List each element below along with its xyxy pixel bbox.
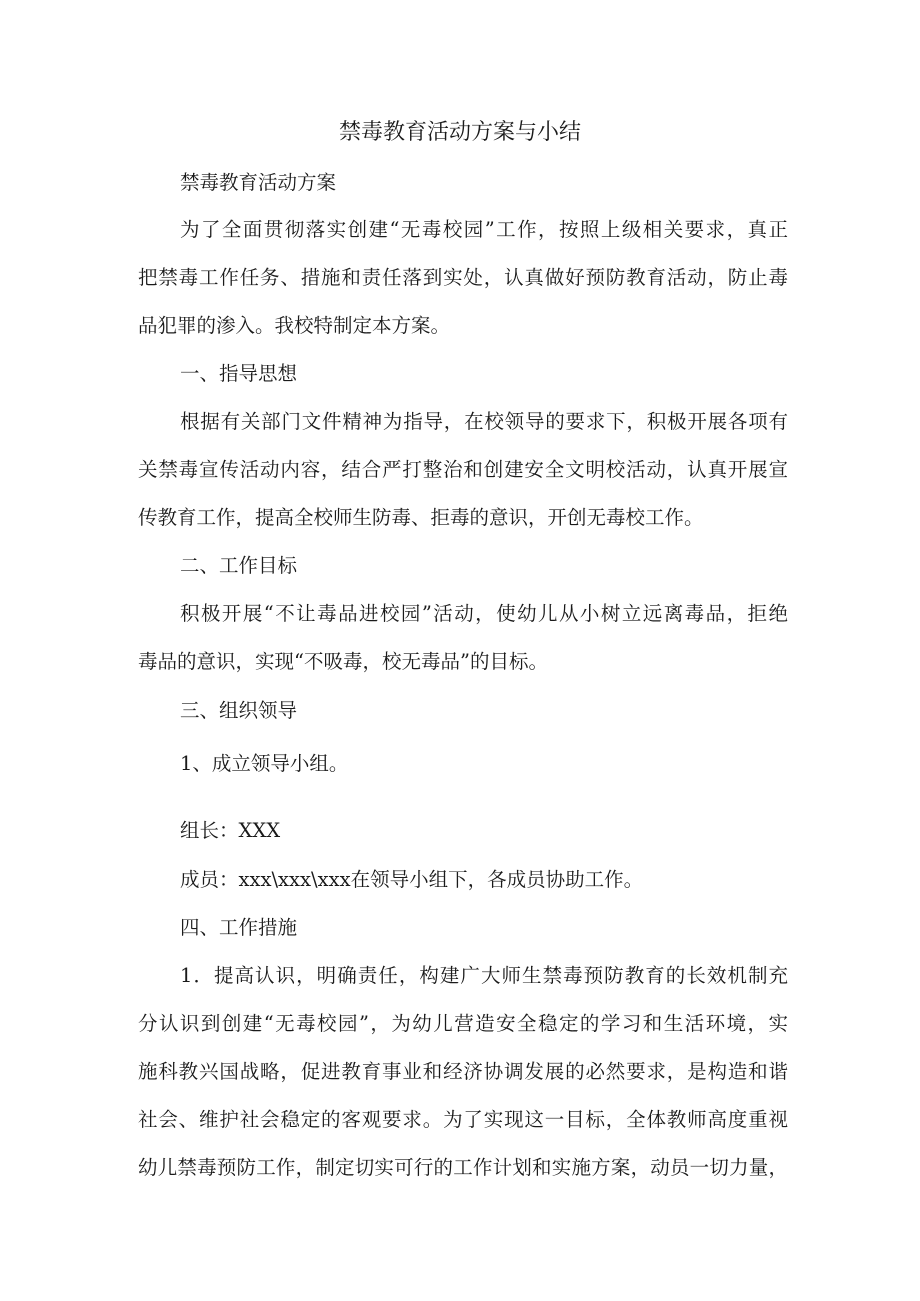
team-members-line: 成员：xxx\xxx\xxx在领导小组下，各成员协助工作。 — [180, 868, 644, 891]
paragraph-line: 社会、维护社会稳定的客观要求。为了实现这一目标，全体教师高度重视 — [138, 1108, 788, 1131]
section-heading: 一、指导思想 — [180, 362, 298, 385]
paragraph-line: 幼儿禁毒预防工作，制定切实可行的工作计划和实施方案，动员一切力量， — [138, 1156, 788, 1179]
paragraph-line: 1、成立领导小组。 — [180, 752, 349, 775]
team-leader-line: 组长：XXX — [180, 819, 281, 842]
section-heading: 禁毒教育活动方案 — [180, 171, 337, 194]
section-heading: 四、工作措施 — [180, 916, 298, 939]
document-title: 禁毒教育活动方案与小结 — [338, 120, 581, 145]
paragraph-line: 施科教兴国战略，促进教育事业和经济协调发展的必然要求，是构造和谐 — [138, 1060, 788, 1083]
paragraph-line: 品犯罪的渗入。我校特制定本方案。 — [138, 314, 451, 337]
paragraph-line: 传教育工作，提高全校师生防毒、拒毒的意识，开创无毒校工作。 — [138, 506, 704, 529]
paragraph-line: 为了全面贯彻落实创建“无毒校园”工作，按照上级相关要求，真正 — [180, 218, 788, 241]
paragraph-line: 分认识到创建“无毒校园”，为幼儿营造安全稳定的学习和生活环境，实 — [138, 1012, 788, 1035]
section-heading: 二、工作目标 — [180, 554, 298, 577]
section-heading: 三、组织领导 — [180, 699, 298, 722]
paragraph-line: 1．提高认识，明确责任，构建广大师生禁毒预防教育的长效机制充 — [180, 964, 788, 987]
paragraph-line: 关禁毒宣传活动内容，结合严打整治和创建安全文明校活动，认真开展宣 — [138, 458, 788, 481]
paragraph-line: 积极开展“不让毒品进校园”活动，使幼儿从小树立远离毒品，拒绝 — [180, 602, 788, 625]
paragraph-line: 把禁毒工作任务、措施和责任落到实处，认真做好预防教育活动，防止毒 — [138, 266, 788, 289]
paragraph-line: 根据有关部门文件精神为指导，在校领导的要求下，积极开展各项有 — [180, 410, 788, 433]
paragraph-line: 毒品的意识，实现“不吸毒，校无毒品”的目标。 — [138, 650, 548, 673]
